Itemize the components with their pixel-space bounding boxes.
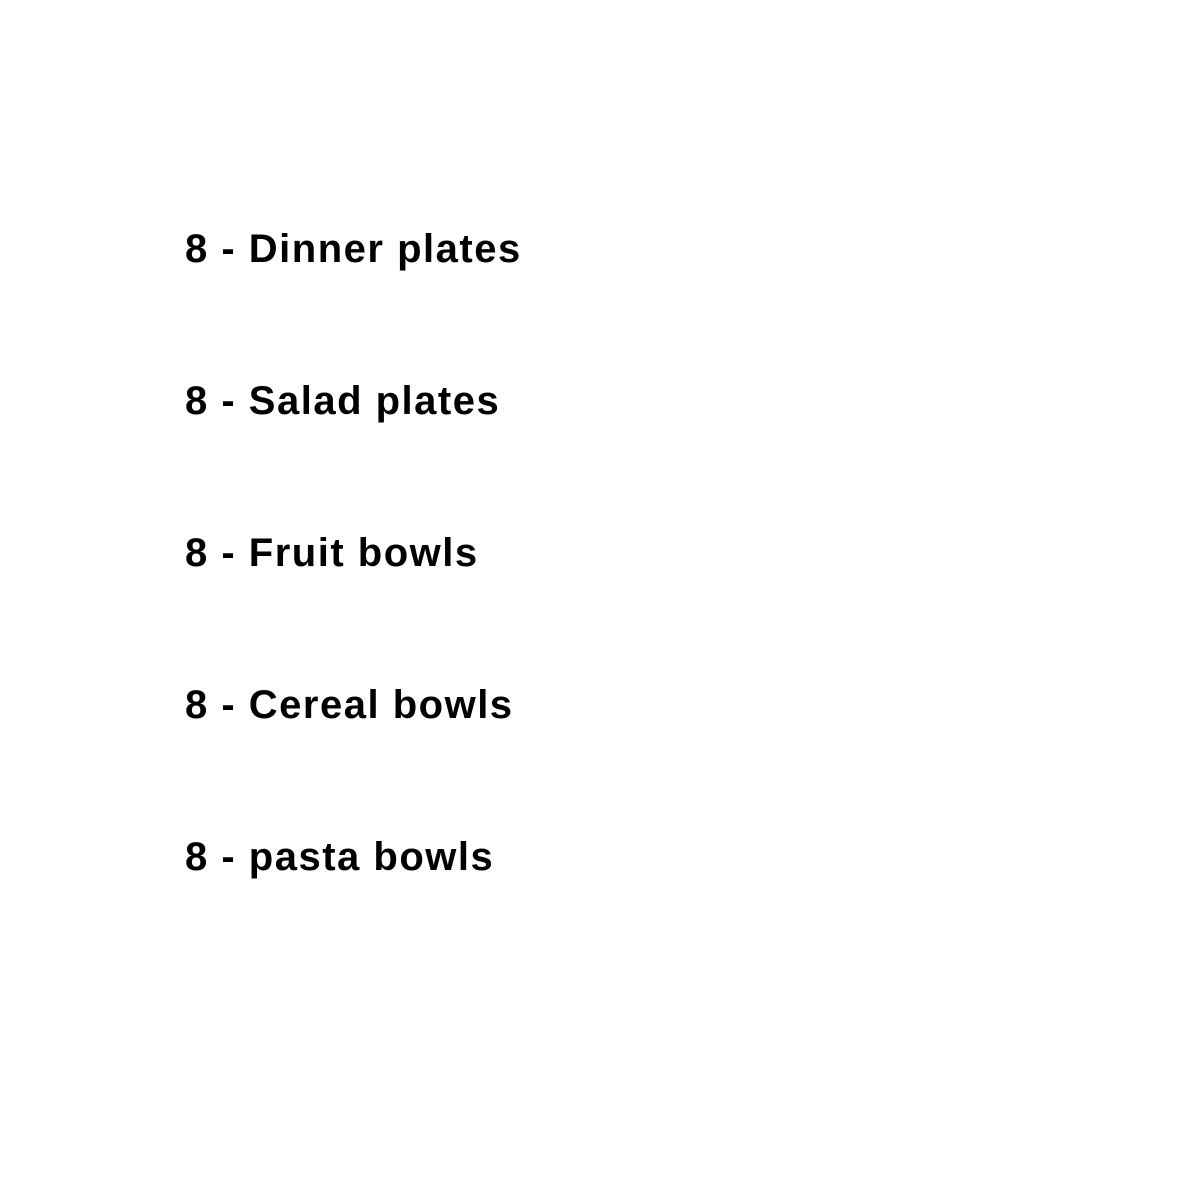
tableware-list	[185, 226, 522, 880]
list-item-pasta-bowls: 8 - pasta bowls	[185, 835, 495, 879]
list-item-fruit-bowls: 8 - Fruit bowls	[185, 531, 479, 575]
list-item-cereal-bowls: 8 - Cereal bowls	[185, 683, 514, 727]
list-item-salad-plates: 8 - Salad plates	[185, 379, 501, 423]
list-item-dinner-plates: 8 - Dinner plates	[185, 227, 522, 271]
